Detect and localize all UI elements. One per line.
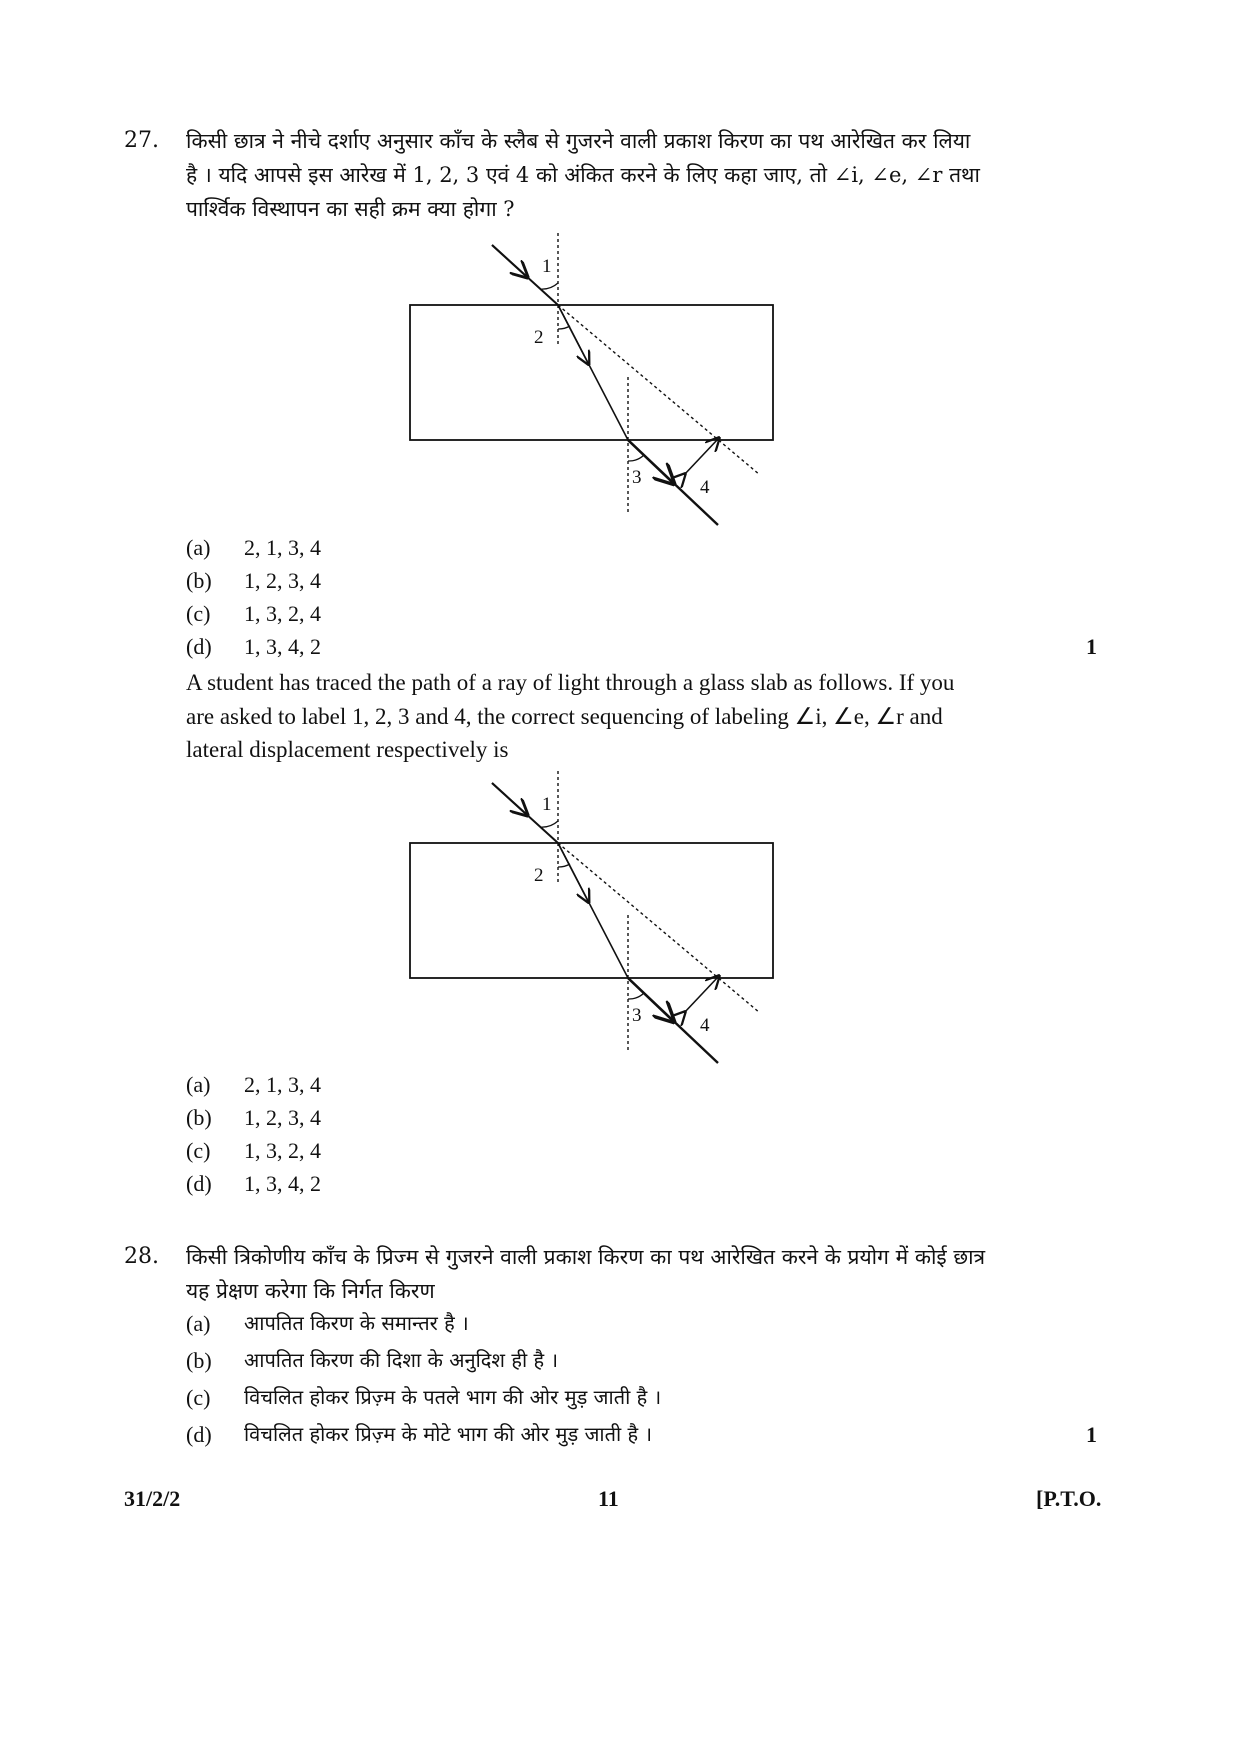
glass-slab (410, 843, 773, 978)
lateral-displacement-line (684, 439, 718, 475)
extended-incident-ray (558, 843, 760, 1013)
angle-arc-2 (558, 864, 570, 867)
diagram-label-4: 4 (700, 477, 710, 498)
q27-option-a-text: 2, 1, 3, 4 (244, 535, 321, 560)
paper-code: 31/2/2 (124, 1486, 181, 1511)
diagram-label-4: 4 (700, 1015, 710, 1036)
q27-option-b-text: 1, 2, 3, 4 (244, 568, 321, 593)
glass-slab (410, 305, 773, 440)
q28-option-b-text: आपतित किरण की दिशा के अनुदिश ही है । (244, 1348, 559, 1372)
q27-english-line-1: A student has traced the path of a ray of light through a glass slab as follows. If you (186, 670, 955, 695)
q28-option-a-label: (a) (186, 1311, 211, 1336)
q27-marks: 1 (1086, 634, 1097, 659)
q27-en-option-b-text: 1, 2, 3, 4 (244, 1105, 321, 1130)
page-number: 11 (598, 1486, 619, 1511)
diagram-label-1: 1 (542, 256, 552, 277)
diagram-label-1: 1 (542, 794, 552, 815)
q27-hindi-line-3: पार्श्विक विस्थापन का सही क्रम क्या होगा ? (186, 197, 515, 221)
refracted-arrow (558, 305, 588, 363)
angle-arc-2 (558, 326, 570, 329)
q27-english-line-3: lateral displacement respectively is (186, 737, 509, 762)
extended-incident-ray (558, 305, 760, 475)
q28-number: 28. (124, 1244, 159, 1269)
q27-option-b-label: (b) (186, 568, 212, 593)
q27-option-c-label: (c) (186, 601, 211, 626)
q27-en-option-d-text: 1, 3, 4, 2 (244, 1171, 321, 1196)
q28-option-a-text: आपतित किरण के समान्तर है । (244, 1311, 469, 1335)
q27-option-d-label: (d) (186, 634, 212, 659)
q28-option-d-text: विचलित होकर प्रिज़्म के मोटे भाग की ओर मुड़ जाती है । (244, 1422, 653, 1446)
q28-option-d-label: (d) (186, 1422, 212, 1447)
please-turn-over: [P.T.O. (1036, 1486, 1102, 1511)
q27-en-option-d-label: (d) (186, 1171, 212, 1196)
lateral-displacement-line (684, 977, 718, 1013)
angle-arc-1 (540, 283, 558, 289)
q28-hindi-line-2: यह प्रेक्षण करेगा कि निर्गत किरण (186, 1279, 435, 1303)
q27-option-a-label: (a) (186, 535, 211, 560)
q28-option-c-label: (c) (186, 1385, 211, 1410)
incident-arrow (492, 245, 526, 276)
incident-arrow (492, 783, 526, 814)
diagram-label-2: 2 (534, 865, 544, 886)
diagram-label-3: 3 (632, 1005, 642, 1026)
q27-en-option-a-text: 2, 1, 3, 4 (244, 1072, 321, 1097)
q28-hindi-line-1: किसी त्रिकोणीय काँच के प्रिज्म से गुजरने वाली प्रकाश किरण का पथ आरेखित करने के प्रयोग में कोई छात्र (186, 1245, 986, 1269)
q27-option-d-text: 1, 3, 4, 2 (244, 634, 321, 659)
diagram-label-3: 3 (632, 467, 642, 488)
q27-en-option-c-text: 1, 3, 2, 4 (244, 1138, 321, 1163)
q27-hindi-line-2: है । यदि आपसे इस आरेख में 1, 2, 3 एवं 4 को अंकित करने के लिए कहा जाए, तो ∠i, ∠e, ∠r तथा (186, 163, 980, 187)
q27-en-option-a-label: (a) (186, 1072, 211, 1097)
angle-arc-1 (540, 821, 558, 827)
q27-en-option-b-label: (b) (186, 1105, 212, 1130)
glass-slab-diagram-english (400, 763, 800, 1073)
diagram-label-2: 2 (534, 327, 544, 348)
q28-option-b-label: (b) (186, 1348, 212, 1373)
q27-en-option-c-label: (c) (186, 1138, 211, 1163)
q27-english-line-2: are asked to label 1, 2, 3 and 4, the correct sequencing of labeling ∠i, ∠e, ∠r and (186, 704, 943, 729)
q28-marks: 1 (1086, 1422, 1097, 1447)
glass-slab-diagram-hindi (400, 225, 800, 535)
q28-option-c-text: विचलित होकर प्रिज़्म के पतले भाग की ओर मुड़ जाती है । (244, 1385, 662, 1409)
refracted-arrow (558, 843, 588, 901)
q27-hindi-line-1: किसी छात्र ने नीचे दर्शाए अनुसार काँच के स्लैब से गुजरने वाली प्रकाश किरण का पथ आरेखित कर लिया (186, 129, 971, 153)
angle-arc-3 (628, 993, 644, 999)
angle-arc-3 (628, 455, 644, 461)
q27-option-c-text: 1, 3, 2, 4 (244, 601, 321, 626)
q27-number: 27. (124, 128, 159, 153)
